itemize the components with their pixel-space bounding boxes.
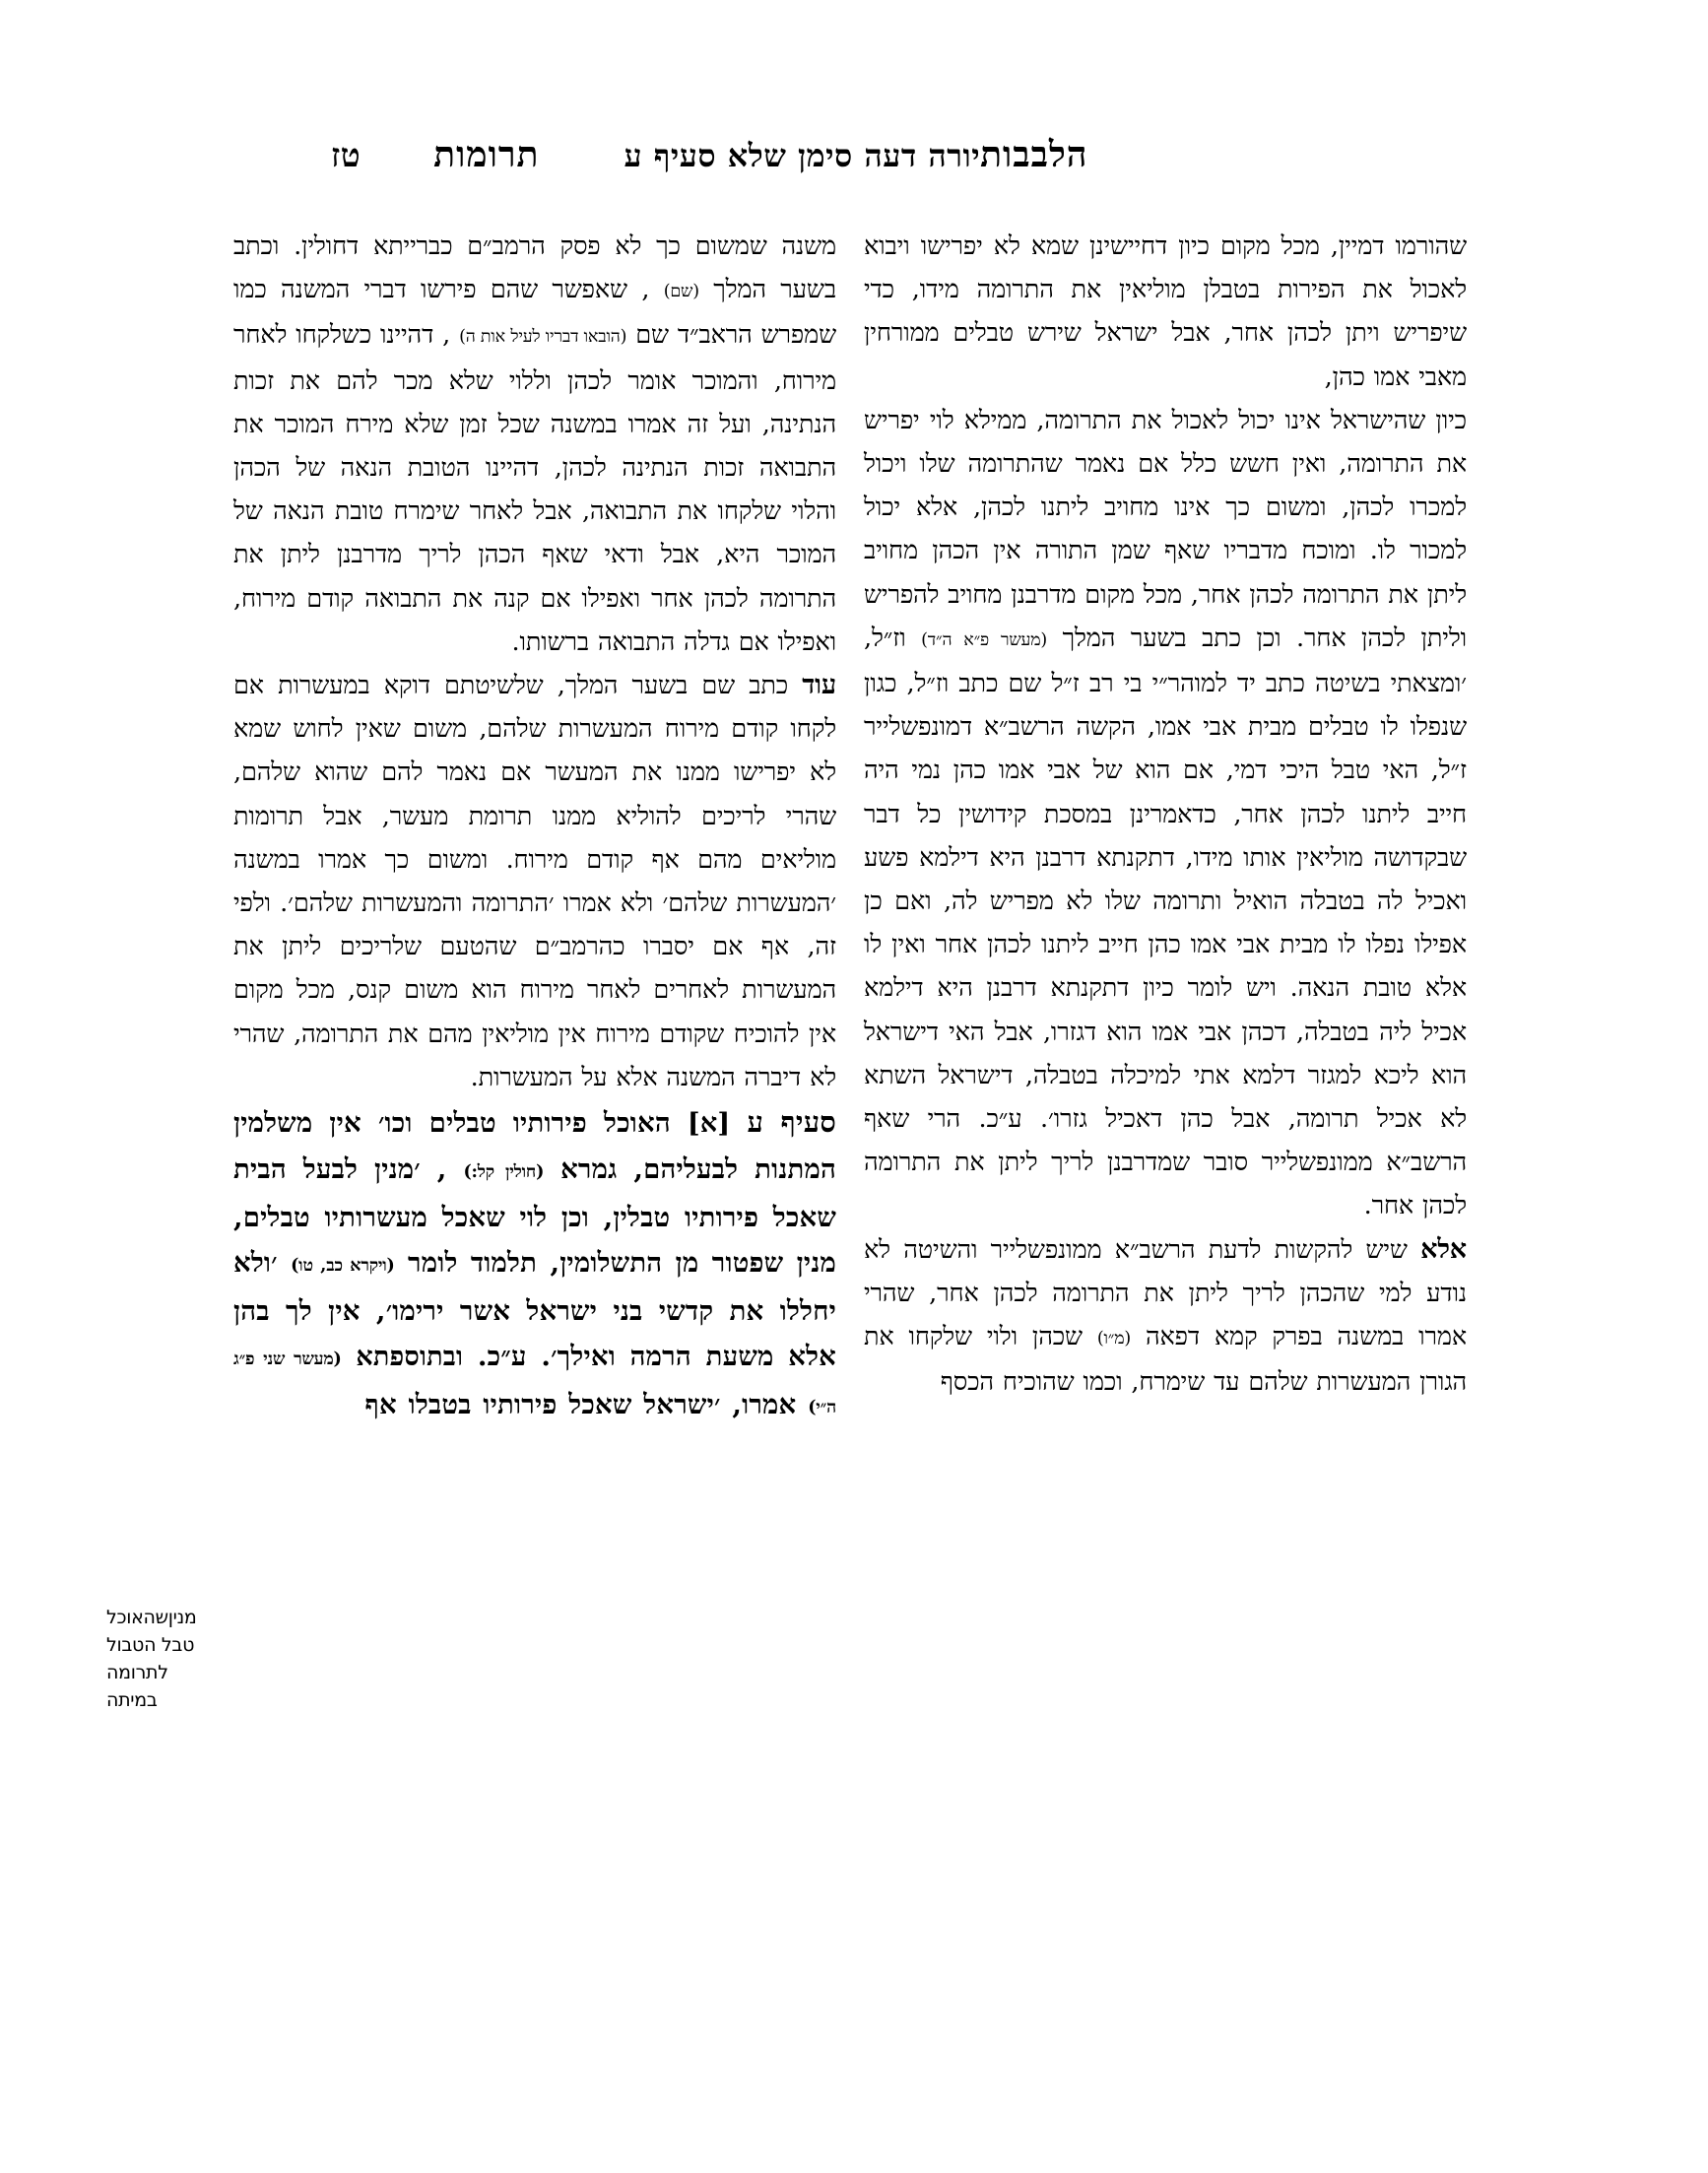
paragraph-left-1	[233, 225, 836, 664]
body-text: , שאפשר שהם פירשו דברי המשנה כמו שמפרש הראב״ד שם	[233, 275, 836, 351]
marginal-note-line: לתרומה	[106, 1662, 168, 1683]
body-text: כתב שם בשער המלך, שלשיטתם דוקא במעשרות אם לקחו קודם מירוח המעשרות שלהם, משום שאין לחוש שמא לא יפרישו ממנו את המעשר אם נאמר להם שהוא שלהם, שהרי לריכים להוליא ממנו תרומת מעשר, אבל תרומות מוליאים מהם אף קודם מירוח. ומשום כך אמרו במשנה ׳המעשרות שלהם׳ ולא אמרו ׳התרומה והמעשרות שלהם׳. ולפי זה, אף אם יסברו כהרמב״ם שהטעם שלריכים ליתן את המעשרות לאחרים לאחר מירוח הוא משום קנס, מכל מקום אין להוכיח שקודם מירוח אין מוליאין מהם את התרומה, שהרי לא דיברה המשנה אלא על המעשרות.	[233, 671, 836, 1092]
seif-label: סעיף ע	[747, 1105, 836, 1140]
source-citation: (הובאו דבריו לעיל אות ה)	[459, 327, 627, 348]
running-head-series: הלבבות	[980, 134, 1088, 175]
seif-text: האוכל פירותיו טבלים וכו׳ אין משלמין המתנות לבעליהם, גמרא	[233, 1107, 837, 1186]
paragraph-lead-word: ובתוספתא	[356, 1342, 464, 1373]
paragraph-lead-word: עוד	[802, 670, 836, 701]
marginal-note-line: טבל הטבול	[106, 1634, 195, 1656]
text-column-left	[233, 225, 836, 1430]
paragraph-right-1	[864, 225, 1467, 399]
seif-quoted-block	[233, 1099, 836, 1430]
paragraph-lead-word: אלא	[1420, 1233, 1467, 1265]
text-column-right	[864, 225, 1467, 1404]
paragraph-right-2	[864, 399, 1467, 1228]
body-text: שכהן ולוי שלקחו את הגורן המעשרות שלהם עד שימרח, וכמו שהוכיח הכסף	[864, 1322, 1467, 1398]
paragraph-left-2	[233, 664, 836, 1099]
body-text: משנה שמשום כך לא פסק הרמב״ם כברייתא דחולין. וכתב בשער המלך	[233, 231, 836, 305]
body-text: , דהיינו כשלקחו לאחר מירוח, והמוכר אומר לכהן וללוי שלא מכר להם את זכות הנתינה, ועל זה אמרו במשנה שכל זמן שלא מירח המוכר את התבואה זכות הנתינה לכהן, דהיינו הטובת הנאה של הכהן והלוי שלקחו את התבואה, אבל לאחר שימרח טובת הנאה של המוכר היא, אבל ודאי שאף הכהן לריך מדרבנן ליתן את התרומה לכהן אחר ואפילו אם קנה את התבואה קודם מירוח, ואפילו אם גדלה התבואה ברשותו.	[233, 320, 836, 657]
seif-text: , ׳מנין לבעל הבית שאכל פירותיו טבלין, וכן לוי שאכל מעשרותיו טבלים, מנין שפטור מן התשלומין, תלמוד לומר	[233, 1153, 836, 1280]
source-citation: (מעשר שני פ״ג ה״י)	[233, 1350, 836, 1418]
body-text: כיון שהישראל אינו יכול לאכול את התרומה, ממילא לוי יפריש את התרומה, ואין חשש כלל אם נאמר שהתרומה שלו ויכול למכרו לכהן, ומשום כך אינו מחויב ליתנו לכהן, אלא יכול למכור לו. ומוכח מדבריו שאף שמן התורה אין הכהן מחויב ליתן את התרומה לכהן אחר, מכל מקום מדרבנן מחויב להפריש וליתן לכהן אחר. וכן כתב בשער המלך	[864, 405, 1467, 653]
body-text: וז״ל, ׳ומצאתי בשיטה כתב יד למוהר״י בי רב ז״ל שם כתב וז״ל, כגון שנפלו לו טבלים מבית אבי אמו, הקשה הרשב״א דמונפשלייר ז״ל, האי טבל היכי דמי, אם הוא של אבי אמו כהן נמי היה חייב ליתנו לכהן אחר, כדאמרינן במסכת קידושין כל דבר שבקדושה מוליאין אותו מידו, דתקנתא דרבנן היא דילמא פשע ואכיל לה בטבלה הואיל ותרומה שלו לא מפריש לה, ואם כן אפילו נפלו לו מבית אבי אמו כהן חייב ליתנו לכהן אחר ואין לו אלא טובת הנאה. ויש לומר כיון דתקנתא דרבנן היא דילמא אכיל ליה בטבלה, דכהן אבי אמו הוא דגזרו, אבל האי דישראל הוא ליכא למגזר דלמא אתי למיכלה בטבלה, דישראל השתא לא אכיל תרומה, אבל כהן דאכיל גזרו׳. ע״כ. הרי שאף הרשב״א ממונפשלייר סובר שמדרבנן לריך ליתן את התרומה לכהן אחר.	[864, 623, 1467, 1221]
folio-number: טז	[331, 136, 361, 174]
marginal-note-line: מניןשהאוכל	[106, 1607, 197, 1628]
paragraph-right-3	[864, 1228, 1467, 1405]
source-citation: (שם)	[663, 282, 699, 302]
seif-text: אמרו, ׳ישראל שאכל פירותיו בטבלו אף	[364, 1389, 797, 1421]
source-citation: (מ״ו)	[1096, 1329, 1132, 1350]
running-head-siman: יורה דעה סימן שלא סעיף ע	[624, 137, 981, 174]
seif-letter-bracket: [א]	[687, 1108, 731, 1140]
source-citation: (חולין קל:)	[463, 1162, 545, 1183]
marginal-note	[106, 1604, 258, 1714]
seif-text: ׳ולא יחללו את קדשי בני ישראל אשר ירימו׳, אין לך בהן אלא משעת הרמה ואילך׳. ע״כ.	[233, 1247, 837, 1373]
marginal-note-line: במיתה	[106, 1689, 158, 1711]
body-text: שהורמו דמיין, מכל מקום כיון דחיישינן שמא לא יפרישו ויבוא לאכול את הפירות בטבלן מוליאין את התרומה מידו, כדי שיפריש ויתן לכהן אחר, אבל ישראל שירש טבלים ממורחין מאבי אמו כהן,	[864, 231, 1467, 392]
running-head-work: תרומות	[433, 134, 540, 175]
source-citation: (מעשר פ״א ה״ד)	[921, 629, 1048, 650]
source-citation: (ויקרא כב, טו)	[291, 1256, 395, 1277]
body-text: שיש להקשות לדעת הרשב״א ממונפשלייר והשיטה לא נודע למי שהכהן לריך ליתן את התרומה לכהן אחר, שהרי אמרו במשנה בפרק קמא דפאה	[864, 1234, 1467, 1352]
running-head	[236, 134, 1486, 195]
